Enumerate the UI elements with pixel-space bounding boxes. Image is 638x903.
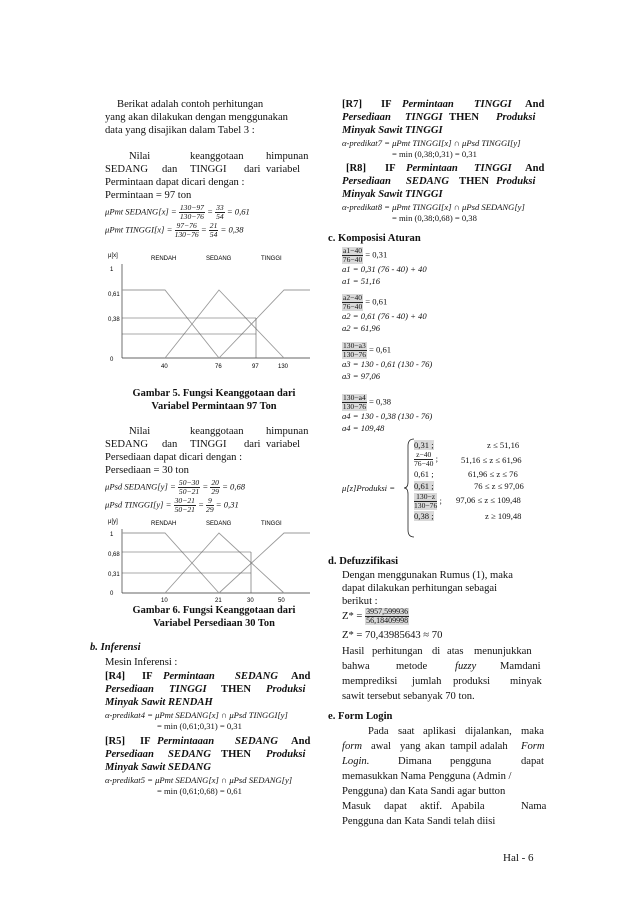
formula-a2-fraction: $\frac{a2-40}{76-40}$ = 0,61 xyxy=(342,293,388,311)
rule-word: [R5] xyxy=(105,736,126,747)
rule-word: Minyak Sawit TINGGI xyxy=(342,189,443,200)
rule-word: IF xyxy=(142,671,153,682)
text-word: dan xyxy=(162,164,178,175)
set-label-sedang: SEDANG xyxy=(206,256,232,262)
text-word: Nama xyxy=(521,801,547,812)
text-word: bahwa xyxy=(342,661,370,672)
formula-mu-psd-sedang: μPsd SEDANG[y] = $\frac{50-30}{50-21}$ = $\frac{20}{29}$ = 0,68 xyxy=(105,478,246,496)
y-axis-label: μ[x] xyxy=(108,253,118,259)
text-word: keanggotaan xyxy=(190,151,244,162)
text-word: perhitungan xyxy=(372,646,423,657)
text-word: saat xyxy=(398,726,415,737)
y-tick: 0,38 xyxy=(108,317,120,323)
set-label-tinggi: TINGGI xyxy=(261,256,282,262)
rule-word: Minyak Sawit RENDAH xyxy=(105,697,213,708)
rule-word: SEDANG xyxy=(406,176,449,187)
formula-a2-step: a2 = 0,61 (76 - 40) + 40 xyxy=(342,311,427,321)
alpha-predikat-7-result: = min (0,38;0,31) = 0,31 xyxy=(392,149,477,159)
rule-word: TINGGI xyxy=(405,112,443,123)
rule-word: THEN xyxy=(459,176,490,187)
x-tick: 21 xyxy=(215,598,222,604)
rule-word: SEDANG xyxy=(235,736,278,747)
formula-a2-result: a2 = 61,96 xyxy=(342,323,381,333)
text-line: Persediaan dapat dicari dengan : xyxy=(105,452,243,463)
piece-condition: z ≤ 51,16 xyxy=(487,440,520,450)
rule-word: THEN xyxy=(221,684,252,695)
text-word: memprediksi xyxy=(342,676,398,687)
text-word: himpunan xyxy=(266,151,309,162)
formula-a3-step: a3 = 130 - 0,61 (130 - 76) xyxy=(342,359,433,369)
formula-a4-step: a4 = 130 - 0,38 (130 - 76) xyxy=(342,411,433,421)
alpha-predikat-8: α-predikat8 = μPmt TINGGI[x] ∩ μPsd SEDANG[y] xyxy=(342,202,525,212)
y-axis-label: μ[y] xyxy=(108,519,118,525)
membership-chart-permintaan xyxy=(106,248,318,388)
y-tick: 0,61 xyxy=(108,292,120,298)
formula-z-result: Z* = 70,43985643 ≈ 70 xyxy=(342,630,443,641)
intro-line-1: Berikat adalah contoh perhitungan xyxy=(117,99,264,110)
rule-word: Permintaan xyxy=(402,99,454,110)
text-word: di xyxy=(432,646,441,657)
rendah-curve xyxy=(122,290,219,358)
text-word: jumlah xyxy=(412,676,442,687)
text-word: Hasil xyxy=(342,646,365,657)
y-tick: 1 xyxy=(110,267,114,273)
text-word: dapat xyxy=(384,801,407,812)
text-word: akan xyxy=(425,741,445,752)
page-number: Hal - 6 xyxy=(503,852,534,864)
y-tick: 0,68 xyxy=(108,552,120,558)
piece-condition: 97,06 ≤ z ≤ 109,48 xyxy=(456,495,521,505)
tinggi-curve xyxy=(219,533,310,593)
set-label-tinggi: TINGGI xyxy=(261,521,282,527)
text-word: atas xyxy=(447,646,464,657)
rule-word: Produksi xyxy=(266,749,306,760)
rule-word: IF xyxy=(140,736,151,747)
piece-condition: 51,16 ≤ z ≤ 61,96 xyxy=(461,455,522,465)
text-line: Pengguna) dan Kata Sandi agar button xyxy=(342,786,506,797)
set-label-rendah: RENDAH xyxy=(151,256,177,262)
set-label-sedang: SEDANG xyxy=(206,521,232,527)
y-tick: 0 xyxy=(110,357,114,363)
formula-z-fraction: Z* = $\frac{3957,599936}{56,18409998}$ xyxy=(342,607,409,625)
figure-caption-5: Gambar 5. Fungsi Keanggotaan dari Variabel Permintaan 97 Ton xyxy=(132,388,296,412)
x-tick: 10 xyxy=(161,598,168,604)
alpha-predikat-5: α-predikat5 = μPmt SEDANG[x] ∩ μPsd SEDANG[y] xyxy=(105,775,293,785)
formula-mu-pmt-tinggi: μPmt TINGGI[x] = $\frac{97-76}{130-76}$ = $\frac{21}{54}$ = 0,38 xyxy=(105,221,244,239)
text-word: produksi xyxy=(453,676,491,687)
rule-word: TINGGI xyxy=(474,163,512,174)
rule-word: [R8] xyxy=(346,163,367,174)
formula-mu-pmt-sedang: μPmt SEDANG[x] = $\frac{130-97}{130-76}$ = $\frac{33}{54}$ = 0,61 xyxy=(105,203,250,221)
text-word: Pada xyxy=(368,726,389,737)
text-word: maka xyxy=(521,726,544,737)
text-word: TINGGI xyxy=(190,439,227,450)
text-word: keanggotaan xyxy=(190,426,244,437)
formula-a3-result: a3 = 97,06 xyxy=(342,371,381,381)
text-word: Apabila xyxy=(451,801,485,812)
rule-word: [R7] xyxy=(342,99,363,110)
figure-caption-6: Gambar 6. Fungsi Keanggotaan dari Variabel Persediaan 30 Ton xyxy=(132,605,296,629)
text-word: aplikasi xyxy=(423,726,456,737)
text-word: Form xyxy=(521,741,545,752)
rule-word: Permintaan xyxy=(406,163,458,174)
text-word: dan xyxy=(162,439,178,450)
text-word: dapat xyxy=(521,756,544,767)
text-word: yang xyxy=(400,741,421,752)
alpha-predikat-4-result: = min (0,61;0,31) = 0,31 xyxy=(157,721,242,731)
text-line: dapat dilakukan perhitungan sebagai xyxy=(342,583,498,594)
formula-a3-fraction: $\frac{130-a3}{130-76}$ = 0,61 xyxy=(342,341,392,359)
rule-word: Persediaan xyxy=(105,684,154,695)
rule-word: SEDANG xyxy=(235,671,278,682)
formula-a1-fraction: $\frac{a1-40}{76-40}$ = 0,31 xyxy=(342,246,388,264)
text-word: dari xyxy=(244,164,261,175)
piece-row: 0,61 ; xyxy=(414,481,434,491)
x-tick: 50 xyxy=(278,598,285,604)
text-line: Permintaan dapat dicari dengan : xyxy=(105,177,245,188)
piece-condition: 61,96 ≤ z ≤ 76 xyxy=(468,469,518,479)
text-line: Dengan menggunakan Rumus (1), maka xyxy=(342,570,513,581)
text-word: minyak xyxy=(510,676,542,687)
formula-a4-result: a4 = 109,48 xyxy=(342,423,385,433)
rule-word: And xyxy=(291,671,311,682)
formula-a1-result: a1 = 51,16 xyxy=(342,276,381,286)
rule-word: THEN xyxy=(221,749,252,760)
y-tick: 1 xyxy=(110,532,114,538)
alpha-predikat-8-result: = min (0,38;0,68) = 0,38 xyxy=(392,213,477,223)
text-word: variabel xyxy=(266,439,301,450)
rule-word: IF xyxy=(381,99,392,110)
rule-word: Permintaan xyxy=(163,671,215,682)
alpha-predikat-4: α-predikat4 = μPmt SEDANG[x] ∩ μPsd TINGGI[y] xyxy=(105,710,288,720)
rule-word: Permintaaan xyxy=(157,736,215,747)
text-line: Persediaan = 30 ton xyxy=(105,465,189,476)
rule-word: TINGGI xyxy=(169,684,207,695)
alpha-predikat-7: α-predikat7 = μPmt TINGGI[x] ∩ μPsd TINGGI[y] xyxy=(342,138,521,148)
piece-condition: z ≥ 109,48 xyxy=(485,511,522,521)
rule-word: Produksi xyxy=(266,684,306,695)
x-tick: 76 xyxy=(215,364,222,370)
text-word: Nilai xyxy=(129,151,151,162)
rule-word: Persediaan xyxy=(342,176,391,187)
text-word: form xyxy=(342,741,363,752)
y-tick: 0,31 xyxy=(108,572,120,578)
text-word: variabel xyxy=(266,164,301,175)
text-word: dari xyxy=(244,439,261,450)
piece-condition: 76 ≤ z ≤ 97,06 xyxy=(474,481,524,491)
rule-word: Persediaan xyxy=(105,749,154,760)
text-word: adalah xyxy=(480,741,508,752)
text-line: Pengguna dan Kata Sandi telah diisi xyxy=(342,816,496,827)
text-word: Login. xyxy=(342,756,370,767)
text-word: pengguna xyxy=(450,756,492,767)
rule-word: Minyak Sawit TINGGI xyxy=(342,125,443,136)
text-word: dijalankan, xyxy=(465,726,512,737)
text-word: awal xyxy=(371,741,391,752)
text-word: fuzzy xyxy=(455,661,477,672)
membership-chart-persediaan xyxy=(106,515,318,605)
y-tick: 0 xyxy=(110,591,114,597)
rule-word: Produksi xyxy=(496,112,536,123)
text-word: Nilai xyxy=(129,426,151,437)
x-tick: 30 xyxy=(247,598,254,604)
section-defuzzifikasi-heading: d. Defuzzifikasi xyxy=(328,556,399,567)
text-word: TINGGI xyxy=(190,164,227,175)
alpha-predikat-5-result: = min (0,61;0,68) = 0,61 xyxy=(157,786,242,796)
x-tick: 40 xyxy=(161,364,168,370)
text-word: Masuk xyxy=(342,801,371,812)
x-tick: 97 xyxy=(252,364,259,370)
text-line: Permintaan = 97 ton xyxy=(105,190,192,201)
text-word: SEDANG xyxy=(105,439,148,450)
piece-row: 0,38 ; xyxy=(414,511,434,521)
rule-word: SEDANG xyxy=(168,749,211,760)
text-word: tampil xyxy=(450,741,478,752)
piecewise-lhs: μ[z]Produksi = xyxy=(342,483,396,493)
section-komposisi-heading: c. Komposisi Aturan xyxy=(328,233,421,244)
tinggi-curve xyxy=(219,290,310,358)
text-word: Mamdani xyxy=(500,661,541,672)
sedang-curve xyxy=(165,533,284,593)
rule-word: [R4] xyxy=(105,671,126,682)
text-word: Dimana xyxy=(398,756,432,767)
rule-word: And xyxy=(525,99,545,110)
x-tick: 130 xyxy=(278,364,289,370)
section-inferensi-heading: b. Inferensi xyxy=(90,642,141,653)
rendah-curve xyxy=(122,533,219,593)
text-word: SEDANG xyxy=(105,164,148,175)
formula-a1-step: a1 = 0,31 (76 - 40) + 40 xyxy=(342,264,427,274)
rule-word: TINGGI xyxy=(474,99,512,110)
text-line: berikut : xyxy=(342,596,378,607)
intro-line-3: data yang disajikan dalam Tabel 3 : xyxy=(105,125,255,136)
intro-line-2: yang akan dilakukan dengan menggunakan xyxy=(105,112,288,123)
set-label-rendah: RENDAH xyxy=(151,521,177,527)
text-word: menunjukkan xyxy=(474,646,532,657)
rule-word: IF xyxy=(385,163,396,174)
rule-word: Persediaan xyxy=(342,112,391,123)
rule-word: Minyak Sawit SEDANG xyxy=(105,762,211,773)
piece-row: 0,61 ; xyxy=(414,469,434,479)
formula-a4-fraction: $\frac{130-a4}{130-76}$ = 0,38 xyxy=(342,393,392,411)
text-word: metode xyxy=(396,661,428,672)
section-form-login-heading: e. Form Login xyxy=(328,711,393,722)
text-word: himpunan xyxy=(266,426,309,437)
rule-word: And xyxy=(525,163,545,174)
piece-row: $\frac{z-40}{76-40}$ ; xyxy=(414,450,439,468)
text-line: sawit tersebut sebanyak 70 ton. xyxy=(342,691,475,702)
inference-engine-label: Mesin Inferensi : xyxy=(105,657,178,668)
rule-word: And xyxy=(291,736,311,747)
formula-mu-psd-tinggi: μPsd TINGGI[y] = $\frac{30-21}{50-21}$ = $\frac{9}{29}$ = 0,31 xyxy=(105,496,239,514)
sedang-curve xyxy=(165,290,284,358)
piece-row: $\frac{130-z}{130-76}$ ; xyxy=(414,492,442,510)
text-line: memasukkan Nama Pengguna (Admin / xyxy=(342,771,512,782)
text-word: aktif. xyxy=(420,801,443,812)
rule-word: THEN xyxy=(449,112,480,123)
piece-row: 0,31 ; xyxy=(414,440,434,450)
rule-word: Produksi xyxy=(496,176,536,187)
